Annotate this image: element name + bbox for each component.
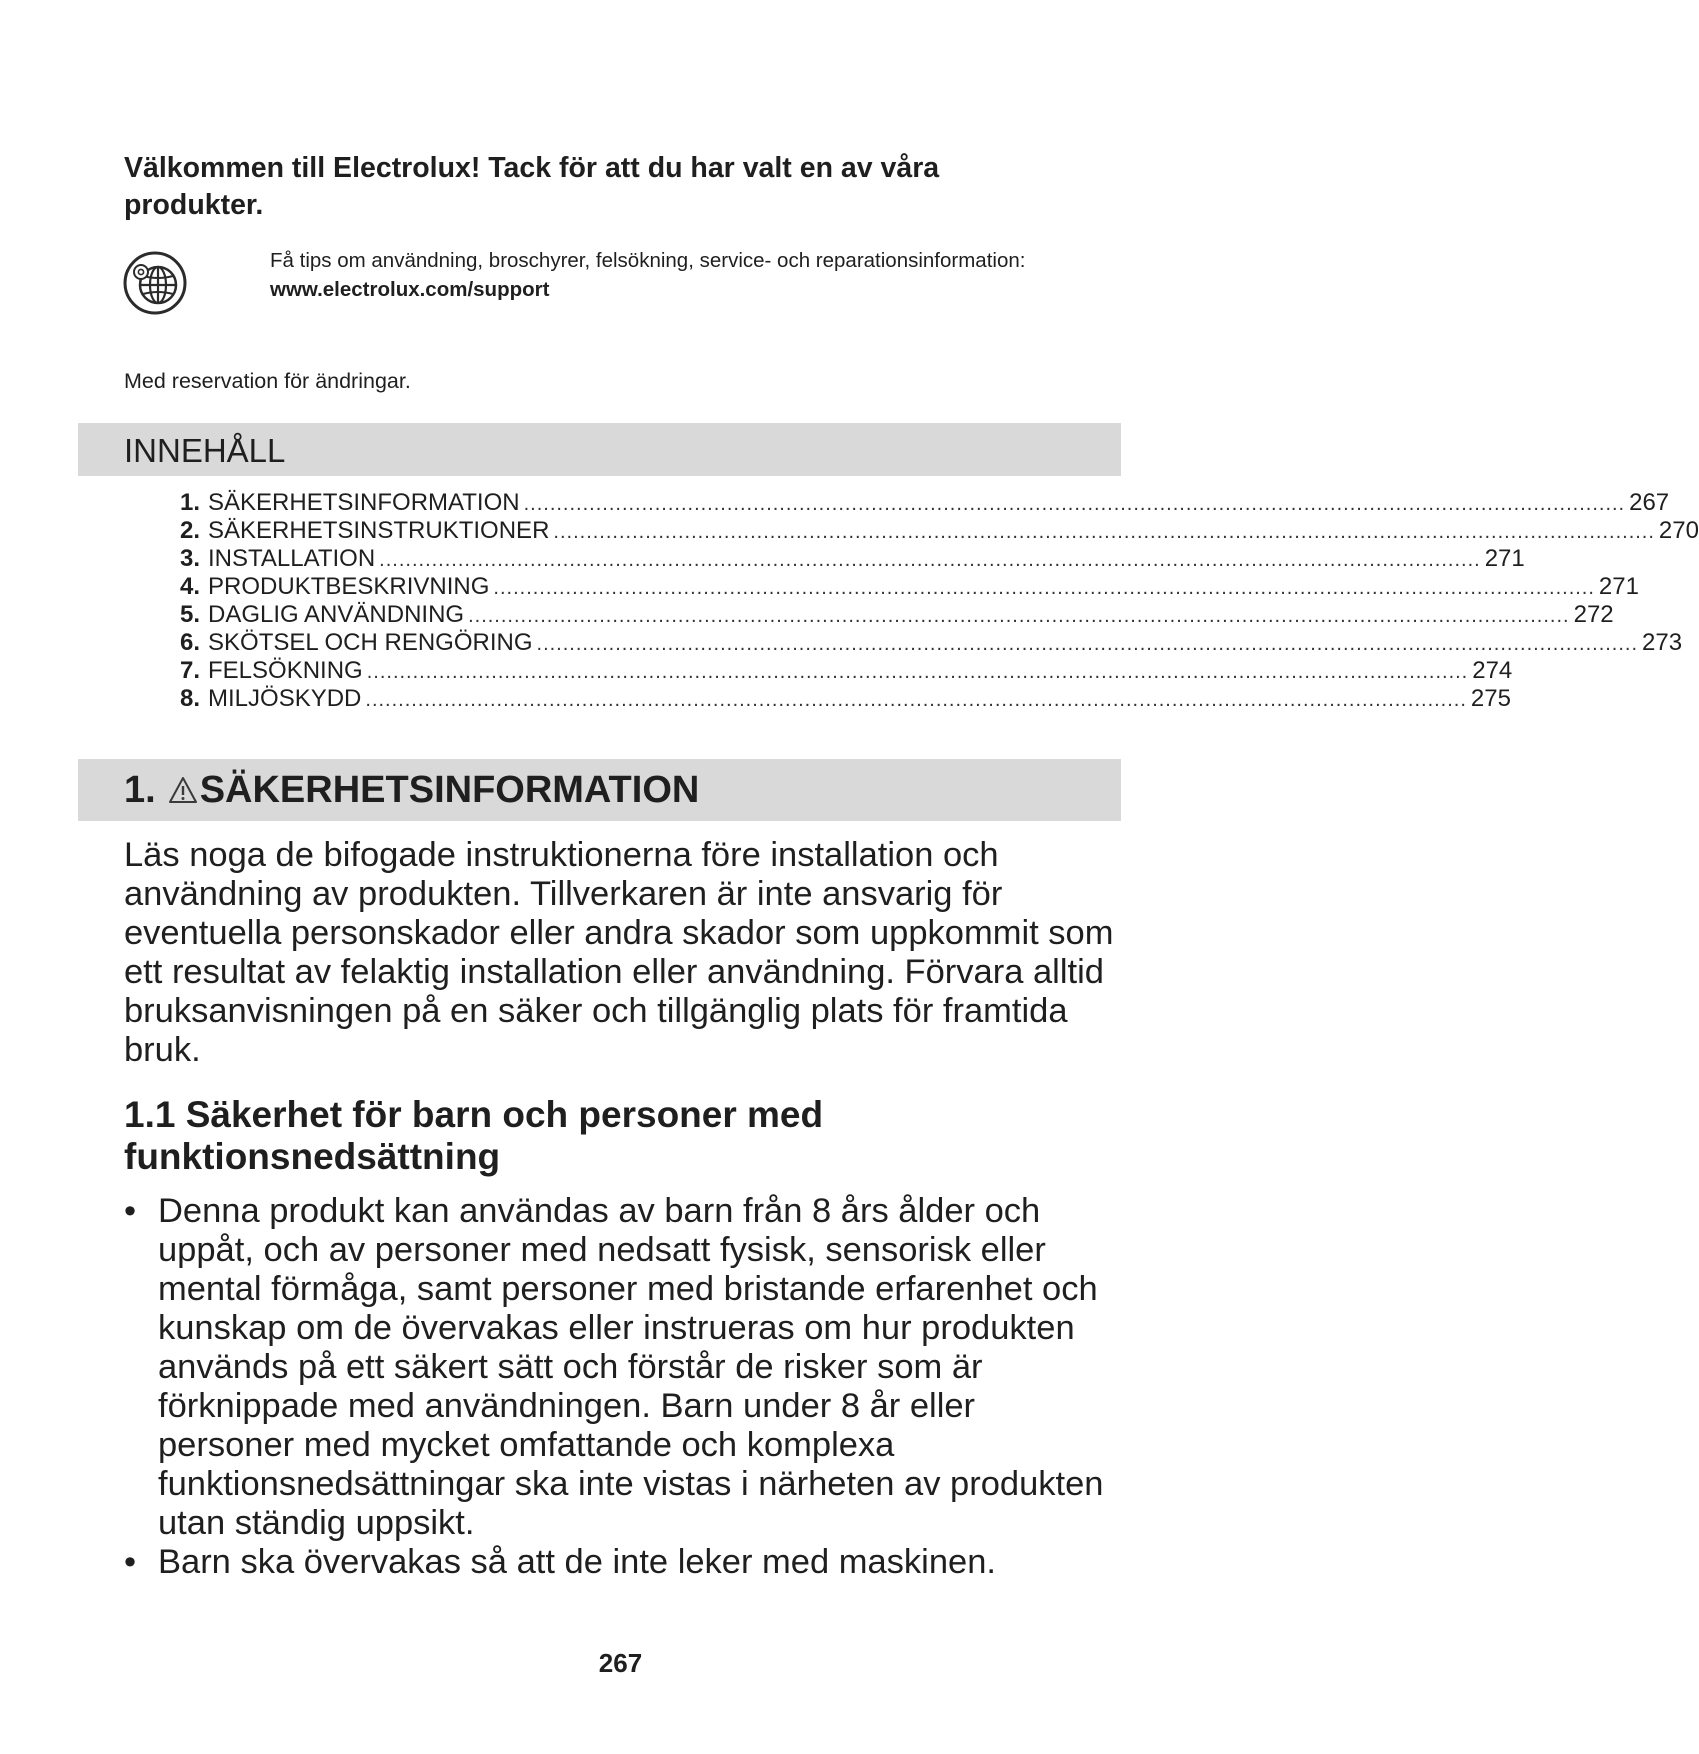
subsection-heading: 1.1 Säkerhet för barn och personer med funktionsnedsättning	[124, 1094, 824, 1177]
toc-item[interactable]: 2. SÄKERHETSINSTRUKTIONER ........................................................................................................................................................................ 270	[180, 517, 1699, 544]
toc-item-number: 4.	[180, 573, 201, 600]
toc-item-label: PRODUKTBESKRIVNING	[208, 573, 490, 600]
toc-item[interactable]: 7. FELSÖKNING ........................................................................................................................................................................ 274	[180, 657, 1513, 684]
toc-item-label: SKÖTSEL OCH RENGÖRING	[208, 629, 533, 656]
support-info	[270, 246, 1130, 304]
toc-item[interactable]: 4. PRODUKTBESKRIVNING ........................................................................................................................................................................ 271	[180, 573, 1639, 600]
list-item-text: Barn ska övervakas så att de inte leker med maskinen.	[158, 1543, 996, 1581]
toc-item[interactable]: 1. SÄKERHETSINFORMATION ........................................................................................................................................................................ 267	[180, 489, 1670, 516]
toc-item[interactable]: 6. SKÖTSEL OCH RENGÖRING ........................................................................................................................................................................ 273	[180, 629, 1683, 656]
toc-item-page: 271	[1598, 573, 1639, 600]
toc-item-page: 274	[1472, 657, 1513, 684]
toc-item-number: 3.	[180, 545, 201, 572]
toc-item-number: 5.	[180, 601, 201, 628]
toc-item-label: SÄKERHETSINSTRUKTIONER	[208, 517, 550, 544]
table-of-contents	[180, 489, 1699, 713]
page-number: 267	[598, 1648, 643, 1678]
globe-at-icon	[122, 250, 188, 316]
toc-item-label: FELSÖKNING	[208, 657, 363, 684]
toc-item-page: 267	[1629, 489, 1670, 516]
toc-item-number: 7.	[180, 657, 201, 684]
section-number: 1.	[124, 769, 156, 811]
welcome-heading: Välkommen till Electrolux! Tack för att du har valt en av våra produkter.	[124, 152, 940, 221]
reservation-note: Med reservation för ändringar.	[124, 369, 411, 393]
section-header-bar	[78, 759, 1121, 821]
toc-header-bar	[78, 423, 1121, 476]
toc-item-page: 275	[1470, 685, 1511, 712]
toc-item-number: 2.	[180, 517, 201, 544]
toc-item-label: DAGLIG ANVÄNDNING	[208, 601, 465, 628]
toc-item[interactable]: 3. INSTALLATION ........................................................................................................................................................................ 271	[180, 545, 1525, 572]
support-text: Få tips om användning, broschyrer, felsökning, service- och reparationsinformation:	[270, 249, 1026, 272]
section-title	[124, 767, 699, 813]
toc-item[interactable]: 5. DAGLIG ANVÄNDNING ........................................................................................................................................................................ 272	[180, 601, 1614, 628]
section-title-text: SÄKERHETSINFORMATION	[199, 769, 700, 811]
intro-paragraph: Läs noga de bifogade instruktionerna före installation och användning av produkten. Tillverkaren är inte ansvarig för eventuella personskador eller andra skador som uppkommit som ett resultat av felaktig installation eller användning. Förvara alltid bruksanvisningen på en säker och tillgänglig plats för framtida bruk.	[124, 836, 1114, 1069]
toc-item-number: 8.	[180, 685, 201, 712]
toc-item-number: 6.	[180, 629, 201, 656]
toc-item-label: SÄKERHETSINFORMATION	[208, 489, 520, 516]
toc-item[interactable]: 8. MILJÖSKYDD ........................................................................................................................................................................ 275	[180, 685, 1511, 712]
warning-triangle-icon	[168, 776, 198, 804]
list-item-text: Denna produkt kan användas av barn från 8 års ålder och uppåt, och av personer med nedsatt fysisk, sensorisk eller mental förmåga, samt personer med bristande erfarenhet och kunskap om de övervakas eller instrueras om hur produkten används på ett säkert sätt och förstår de risker som är förknippade med användningen. Barn under 8 år eller personer med mycket omfattande och komplexa funktionsnedsättningar ska inte vistas i närheten av produkten utan ständig uppsikt.	[158, 1192, 1104, 1542]
list-item: • Denna produkt kan användas av barn från 8 års ålder och uppåt, och av personer med nedsatt fysisk, sensorisk eller mental förmåga, samt personer med bristande erfarenhet och kunskap om de övervakas eller instrueras om hur produkten används på ett säkert sätt och förstår de risker som är förknippade med användningen. Barn under 8 år eller personer med mycket omfattande och komplexa funktionsnedsättningar ska inte vistas i närheten av produkten utan ständig uppsikt.	[124, 1192, 1104, 1542]
toc-item-label: MILJÖSKYDD	[208, 685, 362, 712]
toc-title: INNEHÅLL	[124, 432, 286, 469]
toc-item-page: 271	[1484, 545, 1525, 572]
safety-bullet-list	[124, 1192, 1114, 1582]
toc-item-number: 1.	[180, 489, 201, 516]
support-link[interactable]: www.electrolux.com/support	[270, 278, 550, 301]
list-item: • Barn ska övervakas så att de inte leker med maskinen.	[124, 1543, 996, 1581]
toc-item-page: 270	[1658, 517, 1699, 544]
toc-item-page: 272	[1573, 601, 1614, 628]
toc-item-page: 273	[1642, 629, 1683, 656]
toc-item-label: INSTALLATION	[208, 545, 376, 572]
